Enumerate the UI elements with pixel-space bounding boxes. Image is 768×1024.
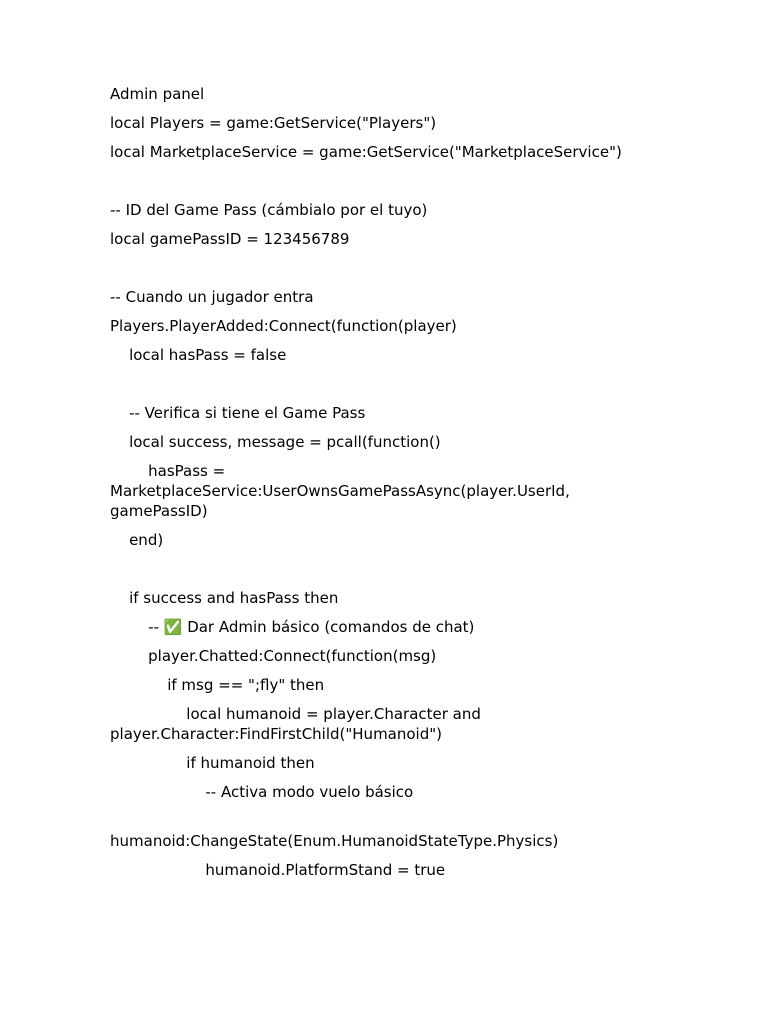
text-line: -- ✅ Dar Admin básico (comandos de chat) <box>110 618 475 636</box>
text-line: local MarketplaceService = game:GetService("MarketplaceService") <box>110 143 622 161</box>
text-line: Admin panel <box>110 85 205 103</box>
text-line: if msg == ";fly" then <box>110 676 325 694</box>
text-line: if humanoid then <box>110 754 315 772</box>
text-line: end) <box>110 531 164 549</box>
text-line: if success and hasPass then <box>110 589 339 607</box>
text-line: hasPass = MarketplaceService:UserOwnsGamePassAsync(player.UserId, gamePassID) <box>110 462 575 520</box>
text-line: -- Activa modo vuelo básico <box>110 783 414 801</box>
text-line: humanoid.PlatformStand = true <box>110 861 446 879</box>
text-line: player.Chatted:Connect(function(msg) <box>110 647 437 665</box>
text-line: -- ID del Game Pass (cámbialo por el tuyo) <box>110 201 428 219</box>
text-line: local hasPass = false <box>110 346 287 364</box>
document-body <box>110 84 650 889</box>
text-line: local success, message = pcall(function() <box>110 433 441 451</box>
text-line: -- Verifica si tiene el Game Pass <box>110 404 366 422</box>
blank-line <box>110 171 650 191</box>
text-line: humanoid:ChangeState(Enum.HumanoidStateType.Physics) <box>110 812 559 850</box>
text-line: local Players = game:GetService("Players") <box>110 114 437 132</box>
text-line: Players.PlayerAdded:Connect(function(player) <box>110 317 457 335</box>
blank-line <box>110 374 650 394</box>
text-line: local gamePassID = 123456789 <box>110 230 350 248</box>
blank-line <box>110 559 650 579</box>
text-line: local humanoid = player.Character and player.Character:FindFirstChild("Humanoid") <box>110 705 486 743</box>
blank-line <box>110 258 650 278</box>
text-line: -- Cuando un jugador entra <box>110 288 314 306</box>
